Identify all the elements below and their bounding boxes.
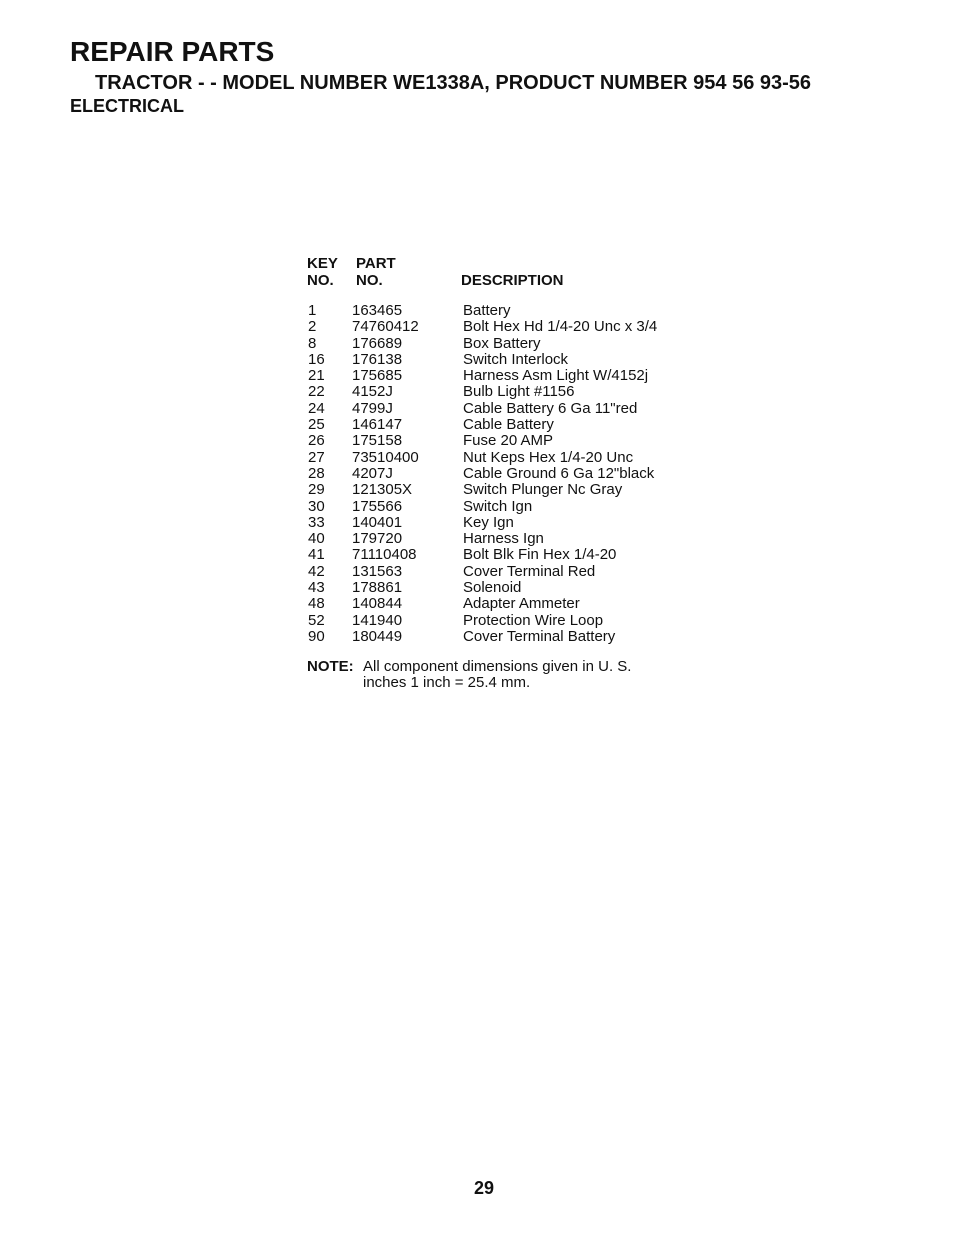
part-no-cell: 4207J [352, 464, 393, 482]
description-cell: Key Ign [463, 513, 514, 531]
table-row [307, 384, 727, 400]
section-heading: ELECTRICAL [70, 96, 184, 116]
description-cell: Switch Ign [463, 497, 533, 515]
description-cell: Box Battery [463, 334, 541, 352]
part-no-cell: 180449 [352, 627, 403, 645]
note-text: All component dimensions given in U. S. inches 1 inch = 25.4 mm. [363, 658, 632, 692]
key-no-cell: 27 [308, 448, 325, 466]
table-row [307, 466, 727, 482]
table-row [307, 303, 727, 319]
description-cell: Battery [463, 302, 511, 319]
table-row [307, 564, 727, 580]
table-row [307, 450, 727, 466]
model-subtitle: TRACTOR - - MODEL NUMBER WE1338A, PRODUCT NUMBER 954 56 93-56 [95, 72, 812, 94]
part-no-cell: 74760412 [352, 318, 419, 336]
description-cell: Harness Asm Light W/4152j [463, 367, 649, 385]
page-number: 29 [473, 1178, 495, 1198]
part-no-cell: 175685 [352, 367, 403, 385]
part-no-cell: 176689 [352, 334, 403, 352]
key-no-cell: 90 [308, 627, 325, 645]
key-no-cell: 43 [308, 579, 325, 597]
key-no-cell: 29 [308, 481, 325, 499]
description-cell: Bolt Blk Fin Hex 1/4-20 [463, 546, 617, 564]
key-no-cell: 8 [308, 334, 317, 352]
table-row [307, 531, 727, 547]
table-row [307, 547, 727, 563]
table-row [307, 596, 727, 612]
part-no-cell: 71110408 [352, 546, 417, 564]
table-row [307, 417, 727, 433]
part-no-cell: 176138 [352, 350, 403, 368]
part-no-cell: 178861 [352, 579, 403, 597]
part-no-header-line1: PART [356, 255, 396, 272]
key-no-cell: 30 [308, 497, 325, 515]
key-no-cell: 22 [308, 383, 325, 401]
key-no-cell: 48 [308, 595, 325, 613]
key-no-cell: 21 [308, 367, 325, 385]
part-no-cell: 179720 [352, 530, 403, 548]
part-no-cell: 163465 [352, 302, 403, 319]
key-no-cell: 28 [308, 464, 325, 482]
description-cell: Cable Ground 6 Ga 12"black [463, 464, 655, 482]
description-cell: Bolt Hex Hd 1/4-20 Unc x 3/4 [463, 318, 658, 336]
key-no-cell: 42 [308, 562, 325, 580]
description-cell: Solenoid [463, 579, 522, 597]
key-no-cell: 16 [308, 350, 325, 368]
description-header: DESCRIPTION [461, 272, 564, 289]
description-cell: Bulb Light #1156 [463, 383, 575, 401]
table-row [307, 499, 727, 515]
key-no-header-line1: KEY [307, 255, 338, 272]
key-no-cell: 24 [308, 399, 325, 417]
table-row [307, 401, 727, 417]
key-no-cell: 40 [308, 530, 325, 548]
part-no-cell: 141940 [352, 611, 403, 629]
description-cell: Cover Terminal Battery [463, 627, 616, 645]
description-cell: Cable Battery 6 Ga 11"red [463, 399, 638, 417]
parts-list [307, 255, 727, 693]
part-no-cell: 140401 [352, 513, 403, 531]
note [307, 659, 727, 693]
key-no-cell: 1 [308, 302, 317, 319]
key-no-cell: 52 [308, 611, 325, 629]
description-cell: Cover Terminal Red [463, 562, 596, 580]
description-cell: Nut Keps Hex 1/4-20 Unc [463, 448, 634, 466]
table-row [307, 629, 727, 645]
part-no-cell: 140844 [352, 595, 403, 613]
table-row [307, 580, 727, 596]
part-no-cell: 4152J [352, 383, 393, 401]
part-no-cell: 121305X [352, 481, 413, 499]
key-no-cell: 33 [308, 513, 325, 531]
part-no-cell: 131563 [352, 562, 403, 580]
table-row [307, 368, 727, 384]
description-cell: Adapter Ammeter [463, 595, 580, 613]
description-cell: Harness Ign [463, 530, 544, 548]
description-cell: Switch Interlock [463, 350, 569, 368]
table-row [307, 482, 727, 498]
parts-rows [307, 303, 727, 645]
key-no-header-line2: NO. [307, 272, 334, 289]
table-row [307, 433, 727, 449]
part-no-cell: 4799J [352, 399, 393, 417]
note-label: NOTE: [307, 658, 354, 676]
description-cell: Cable Battery [463, 416, 554, 434]
part-no-cell: 146147 [352, 416, 403, 434]
description-cell: Switch Plunger Nc Gray [463, 481, 623, 499]
table-row [307, 613, 727, 629]
part-no-cell: 73510400 [352, 448, 419, 466]
key-no-cell: 41 [308, 546, 325, 564]
key-no-cell: 26 [308, 432, 325, 450]
table-row [307, 319, 727, 335]
table-row [307, 515, 727, 531]
description-cell: Protection Wire Loop [463, 611, 604, 629]
key-no-cell: 25 [308, 416, 325, 434]
table-row [307, 336, 727, 352]
key-no-cell: 2 [308, 318, 317, 336]
page-title: REPAIR PARTS [70, 36, 275, 67]
part-no-cell: 175158 [352, 432, 403, 450]
table-row [307, 352, 727, 368]
parts-list-header [307, 255, 727, 295]
part-no-header-line2: NO. [356, 272, 383, 289]
part-no-cell: 175566 [352, 497, 403, 515]
description-cell: Fuse 20 AMP [463, 432, 554, 450]
